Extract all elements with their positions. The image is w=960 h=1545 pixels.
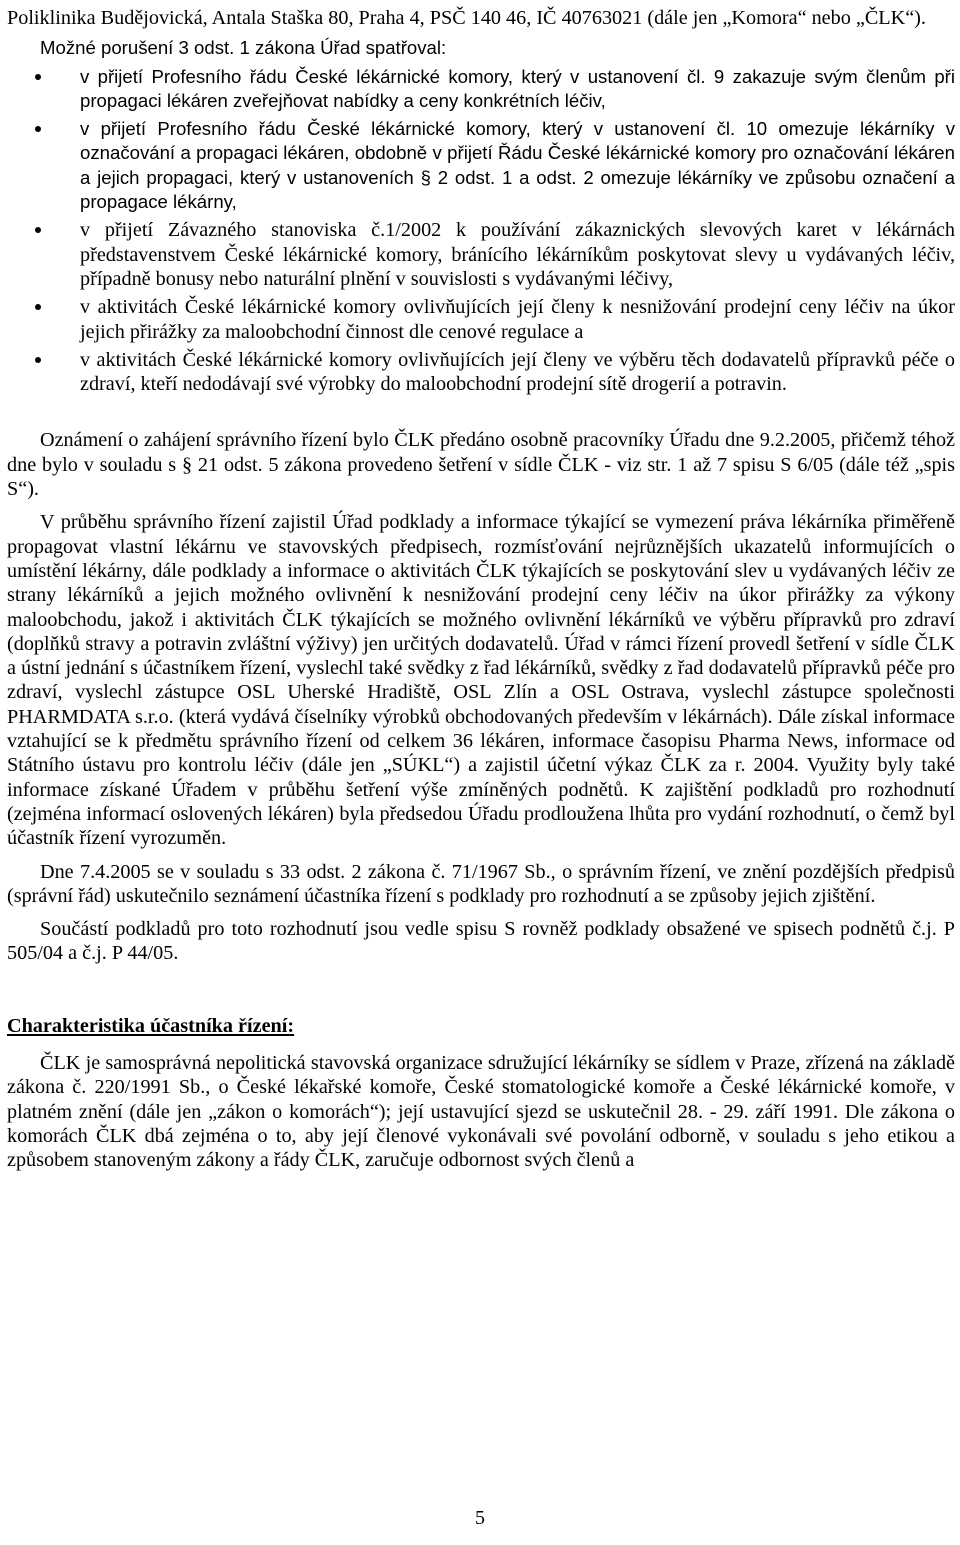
list-item-text: v přijetí Závazného stanoviska č.1/2002 k používání zákaznických slevových karet v lékárnách představenstvem České lékárnické komory, bránícího lékárníkům poskytovat slevy u vydávaných léčiv, případně bonusy nebo naturální plnění v souvislosti s vydávanými léčivy, bbox=[80, 219, 955, 290]
list-item bbox=[7, 295, 955, 344]
bullet-icon bbox=[35, 304, 41, 310]
violation-list bbox=[7, 65, 955, 397]
list-item bbox=[7, 348, 955, 397]
bullet-icon bbox=[35, 74, 41, 80]
section-heading: Charakteristika účastníka řízení: bbox=[7, 1014, 295, 1037]
document-page bbox=[7, 6, 955, 1172]
characteristics-paragraph: ČLK je samosprávná nepolitická stavovská organizace sdružující lékárníky se sídlem v Praze, zřízená na základě zákona č. 220/1991 Sb., o České lékařské komoře, České stomatologické komoře a České lékárnické komoře, v platném znění (dále jen „zákon o komorách“); její ustavující sjezd se uskutečnil 28. - 29. září 1991. Dle zákona o komorách ČLK dbá zejména o to, aby její členové vykonávali své povolání odborně, v souladu s jeho etikou a způsobem stanoveným zákony a řády ČLK, zaručuje odbornost svých členů a bbox=[7, 1051, 955, 1172]
list-item-text: v aktivitách České lékárnické komory ovlivňujících její členy k nesnižování prodejní ceny léčiv na úkor jejich přirážky za maloobchodní činnost dle cenové regulace a bbox=[80, 296, 955, 343]
list-item bbox=[7, 117, 955, 214]
possible-violation-line: Možné porušení 3 odst. 1 zákona Úřad spatřoval: bbox=[40, 37, 447, 59]
list-item bbox=[7, 65, 955, 114]
list-item-text: v přijetí Profesního řádu České lékárnické komory, který v ustanovení čl. 9 zakazuje svým členům při propagaci lékáren zveřejňovat nabídky a ceny konkrétních léčiv, bbox=[80, 65, 955, 111]
list-item-text: v aktivitách České lékárnické komory ovlivňujících její členy ve výběru těch dodavatelů přípravků péče o zdraví, kteří nedodávají své výrobky do maloobchodní prodejní sítě drogerií a potravin. bbox=[80, 348, 955, 396]
procedure-paragraph: V průběhu správního řízení zajistil Úřad podklady a informace týkající se vymezení práva lékárníka přiměřeně propagovat vlastní lékárnu ve stavovských předpisech, rozmísťování nejrůznějších ukazatelů informujících o umístění lékárny, dále podklady a informace o aktivitách ČLK týkajících se poskytování slev u vydávaných léčiv ze strany lékárníků a jejich možného ovlivnění k nesnižování prodejní ceny léčiv na úkor přirážky za výkony maloobchodu, jakož i aktivitách ČLK týkajících se možného ovlivnění lékárníků ve výběru přípravků pro zdraví (doplňků stravy a potravin zvláštní výživy) jen určitých dodavatelů. Úřad v rámci řízení provedl šetření v sídle ČLK a ústní jednání s účastníkem řízení, vyslechl také svědky z řad lékárníků, svědky z řad dodavatelů přípravků péče pro zdraví, vyslechl zástupce OSL Uherské Hradiště, OSL Zlín a OSL Ostrava, vyslechl zástupce společnosti PHARMDATA s.r.o. (která vydává číselníky výrobků obchodovaných především v lékárnách). Dále získal informace vztahující se k předmětu správního řízení od celkem 36 lékáren, informace časopisu Pharma News, informace od Státního ústavu pro kontrolu léčiv (dále jen „SÚKL“) a zajistil účetní výkaz ČLK za r. 2004. Využity byly také informace získané Úřadem v průběhu šetření výše zmíněných podnětů. K zajištění podkladů pro rozhodnutí (zejména informací oslovených lékáren) byla předsedou Úřadu prodloužena lhůta pro vydání rozhodnutí, o čemž byl účastník řízení vyrozuměn. bbox=[7, 511, 955, 850]
bullet-icon bbox=[35, 357, 41, 363]
list-item-text: v přijetí Profesního řádu České lékárnické komory, který v ustanovení čl. 10 omezuje lékárníky v označování a propagaci lékáren, obdobně v přijetí Řádu České lékárnické komory pro označování lékáren a jejich propagaci, který v ustanoveních § 2 odst. 1 a odst. 2 omezuje lékárníky ve způsobu označení a propagace lékárny, bbox=[80, 118, 955, 213]
intro-paragraph: Poliklinika Budějovická, Antala Staška 80, Praha 4, PSČ 140 46, IČ 40763021 (dále jen „Komora“ nebo „ČLK“). bbox=[7, 7, 926, 29]
documents-paragraph: Součástí podkladů pro toto rozhodnutí jsou vedle spisu S rovněž podklady obsažené ve spisech podnětů č.j. P 505/04 a č.j. P 44/05. bbox=[7, 918, 955, 965]
acquaintance-paragraph: Dne 7.4.2005 se v souladu s 33 odst. 2 zákona č. 71/1967 Sb., o správním řízení, ve znění pozdějších předpisů (správní řád) uskutečnilo seznámení účastníka řízení s podklady pro rozhodnutí a se způsoby jejich zjištění. bbox=[7, 860, 955, 907]
bullet-icon bbox=[35, 126, 41, 132]
list-item bbox=[7, 218, 955, 291]
bullet-icon bbox=[35, 227, 41, 233]
notice-paragraph: Oznámení o zahájení správního řízení bylo ČLK předáno osobně pracovníky Úřadu dne 9.2.2005, přičemž téhož dne bylo v souladu s § 21 odst. 5 zákona provedeno šetření v sídle ČLK - viz str. 1 až 7 spisu S 6/05 (dále též „spis S“). bbox=[7, 429, 955, 501]
page-number: 5 bbox=[475, 1507, 485, 1529]
